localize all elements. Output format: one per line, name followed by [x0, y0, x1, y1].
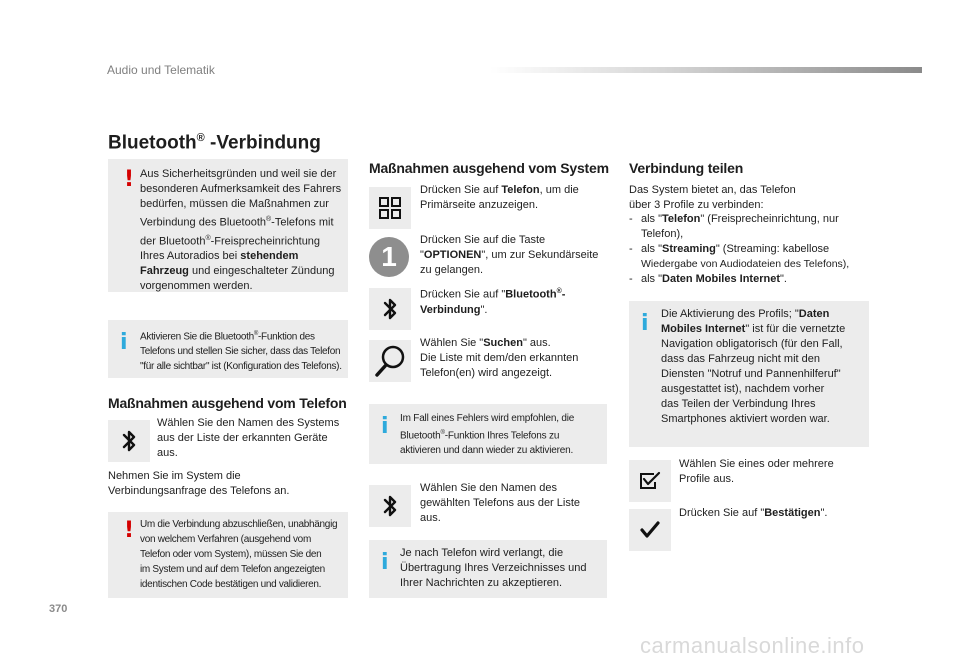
text-line: im System und auf dem Telefon angezeigten — [140, 564, 325, 575]
text-line — [679, 506, 869, 521]
text-bold: Telefon — [501, 184, 540, 196]
text-line: Um die Verbindung abzuschließen, unabhängig — [140, 519, 338, 530]
text-line: Navigation obligatorisch (für den Fall, — [661, 338, 843, 350]
checkmark-icon — [640, 521, 660, 539]
registered-mark: ® — [266, 216, 272, 223]
text-line — [661, 322, 867, 337]
exclamation-icon: ! — [124, 167, 135, 192]
warning-box-code — [108, 512, 348, 598]
text-span: Drücken Sie auf " — [679, 507, 765, 519]
text-line — [140, 327, 346, 344]
text-bold: OPTIONEN — [423, 249, 482, 261]
text-span: Drücken Sie auf " — [420, 288, 506, 301]
bluetooth-icon-box — [108, 420, 150, 462]
list-dash: - — [629, 213, 633, 225]
step-number-badge: 1 — [369, 237, 409, 277]
text-line — [140, 264, 346, 279]
registered-mark: ® — [205, 234, 211, 242]
text-bold: stehendem — [240, 250, 299, 263]
exclamation-icon: ! — [124, 518, 135, 543]
text-line: gewählten Telefons aus der Liste — [420, 497, 581, 509]
text-span: " (Streaming: kabellose — [715, 243, 830, 255]
list-item — [629, 242, 874, 272]
phone-step-accept-request — [108, 469, 348, 499]
text-bold: Mobiles Internet — [661, 323, 746, 335]
text-span: Verbindung des Bluetooth — [140, 216, 266, 229]
text-bold: - — [561, 288, 566, 301]
info-box-error — [369, 404, 607, 464]
text-line: Ihrer Nachrichten zu akzeptieren. — [400, 577, 563, 589]
text-bold: Telefon — [662, 213, 701, 225]
share-step-select-profiles — [679, 457, 869, 487]
text-line: Drücken Sie auf die Taste — [420, 234, 546, 246]
text-span: " (Freisprecheinrichtung, nur — [700, 213, 839, 225]
text-span: ". — [820, 507, 828, 519]
text-line: ausgestattet ist), nachdem vorher — [661, 383, 825, 395]
text-line: Verbindungsanfrage des Telefons an. — [108, 485, 290, 497]
text-line — [420, 336, 610, 351]
text-line: Übertragung Ihres Verzeichnisses und — [400, 562, 587, 574]
title-suffix: -Verbindung — [204, 132, 321, 154]
profile-list — [629, 212, 874, 287]
checkmark-icon-box — [629, 509, 671, 551]
text-line: Telefon oder vom System), müssen Sie den — [140, 549, 322, 560]
text-line: besonderen Aufmerksamkeit des Fahrers — [140, 183, 342, 195]
warning-box-safety-text — [140, 167, 346, 294]
share-step-confirm — [679, 506, 869, 521]
info-box-mobile-internet — [629, 301, 869, 447]
text-line — [140, 249, 346, 264]
text-span: -Funktion Ihres Telefons zu — [444, 430, 560, 442]
text-line: Primärseite anzuzeigen. — [420, 199, 539, 211]
page-number: 370 — [49, 603, 68, 615]
text-span: " ist für die vernetzte — [745, 323, 846, 335]
text-line: dass das Fahrzeug nicht mit den — [661, 353, 820, 365]
header-divider-bar — [490, 67, 922, 73]
text-line: aus. — [157, 447, 178, 459]
text-span: , um die — [539, 184, 579, 196]
text-line: das Teilen der Verbindung Ihres — [661, 398, 816, 410]
grid-icon — [378, 196, 402, 220]
watermark: carmanualsonline.info — [640, 633, 865, 658]
text-line: über 3 Profile zu verbinden: — [629, 199, 764, 211]
text-line: Diensten "Notruf und Pannenhilferuf" — [661, 368, 841, 380]
text-span: Aktivieren Sie die Bluetooth — [140, 331, 254, 343]
text-line: "für alle sichtbar" ist (Konfiguration des Telefons). — [140, 361, 342, 373]
text-line: Telefons und stellen Sie sicher, dass das Telefon — [140, 346, 341, 358]
text-bold: Suchen — [483, 337, 523, 349]
info-icon: i — [120, 330, 128, 355]
phone-step-select-system — [157, 416, 347, 461]
text-line: aktivieren und dann wieder zu aktivieren. — [400, 445, 574, 457]
text-line: Das System bietet an, das Telefon — [629, 184, 796, 196]
info-box-activate-bluetooth — [108, 320, 348, 378]
text-line: Nehmen Sie im System die — [108, 470, 241, 482]
registered-mark: ® — [556, 288, 562, 295]
warning-box-code-text — [140, 517, 346, 592]
text-line — [661, 307, 867, 322]
text-span: Bluetooth — [400, 430, 441, 442]
text-span: " — [420, 249, 424, 261]
header-title: Audio und Telematik — [107, 63, 215, 77]
text-line: Wählen Sie den Namen des Systems — [157, 417, 340, 429]
text-line — [641, 242, 874, 257]
section-title-share: Verbindung teilen — [629, 160, 744, 176]
info-box-mobile-internet-text — [661, 307, 867, 427]
title-registered: ® — [196, 132, 205, 144]
title-text: Bluetooth — [108, 132, 197, 154]
search-icon-box — [369, 340, 411, 382]
text-line — [641, 212, 874, 227]
text-line: Profile aus. — [679, 473, 735, 485]
text-span: Ihres Autoradios bei — [140, 250, 241, 263]
text-line: Telefon), — [641, 228, 684, 240]
text-span: der Bluetooth — [140, 235, 206, 248]
text-line: Telefon(en) wird angezeigt. — [420, 367, 553, 379]
bluetooth-icon-box — [369, 288, 411, 330]
text-line — [641, 272, 874, 287]
text-span: als " — [641, 213, 663, 225]
text-line — [420, 284, 610, 303]
text-span: ". — [480, 303, 488, 316]
checkbox-icon — [639, 471, 661, 491]
text-span: Wählen Sie " — [420, 337, 484, 349]
list-dash: - — [629, 273, 633, 285]
list-dash: - — [629, 243, 633, 255]
system-step-select-phone — [420, 481, 610, 526]
text-line — [420, 303, 610, 318]
text-span: -Funktion des — [258, 331, 315, 343]
search-icon — [373, 344, 407, 378]
text-line: Die Liste mit dem/den erkannten — [420, 352, 579, 364]
text-bold: Bestätigen — [764, 507, 821, 519]
text-line: bedürfen, müssen die Maßnahmen zur — [140, 198, 329, 210]
text-line: identischen Code bestätigen und validieren. — [140, 579, 322, 590]
text-bold: Daten Mobiles Internet — [662, 273, 780, 285]
text-line — [400, 426, 606, 443]
bluetooth-icon — [381, 296, 399, 322]
text-line: Im Fall eines Fehlers wird empfohlen, die — [400, 413, 575, 424]
text-line: aus der Liste der erkannten Geräte — [157, 432, 328, 444]
text-line: vorgenommen werden. — [140, 280, 253, 293]
text-bold: Verbindung — [420, 303, 481, 316]
text-line — [140, 212, 346, 231]
list-item — [629, 212, 874, 242]
text-line — [420, 183, 610, 198]
text-span: Drücken Sie auf — [420, 184, 502, 196]
info-icon: i — [381, 414, 389, 439]
page-title — [108, 132, 321, 154]
text-bold: Streaming — [662, 243, 716, 255]
text-line: von welchem Verfahren (ausgehend vom — [140, 534, 311, 545]
system-step-options — [420, 233, 610, 278]
section-title-system: Maßnahmen ausgehend vom System — [369, 160, 609, 176]
info-box-activate-text — [140, 327, 346, 374]
warning-box-safety — [108, 159, 348, 292]
text-line: Aus Sicherheitsgründen und weil sie der — [140, 168, 337, 180]
text-span: als " — [641, 273, 663, 285]
text-line: Je nach Telefon wird verlangt, die — [400, 547, 564, 559]
text-line: Wählen Sie den Namen des — [420, 482, 557, 494]
text-span: und eingeschalteter Zündung — [188, 265, 335, 278]
section-title-phone: Maßnahmen ausgehend vom Telefon — [108, 395, 347, 411]
text-span: als " — [641, 243, 663, 255]
text-span: Die Aktivierung des Profils; " — [661, 308, 799, 320]
bluetooth-icon — [120, 428, 138, 454]
list-item — [629, 272, 874, 287]
text-span: ". — [780, 273, 787, 285]
registered-mark: ® — [440, 430, 445, 436]
checkbox-icon-box — [629, 460, 671, 502]
registered-mark: ® — [253, 331, 259, 337]
text-span: -Telefons mit — [271, 216, 334, 229]
bluetooth-icon-box — [369, 485, 411, 527]
info-icon: i — [381, 550, 389, 575]
text-line: Smartphones aktiviert worden war. — [661, 413, 830, 425]
text-bold: Fahrzeug — [140, 265, 189, 278]
text-line: Wählen Sie eines oder mehrere — [679, 458, 834, 470]
grid-icon-box — [369, 187, 411, 229]
text-line: zu gelangen. — [420, 264, 483, 276]
text-span: " aus. — [522, 337, 551, 349]
text-span: ", um zur Sekundärseite — [481, 249, 599, 261]
info-box-error-text — [400, 411, 606, 458]
system-step-press-phone — [420, 183, 610, 213]
text-bold: Daten — [798, 308, 830, 320]
info-icon: i — [641, 311, 649, 336]
text-line — [420, 248, 610, 263]
system-step-bluetooth-connection — [420, 284, 610, 318]
share-intro — [629, 183, 869, 213]
text-line: aus. — [420, 512, 441, 524]
info-box-transfer — [369, 540, 607, 598]
text-bold: Bluetooth — [505, 288, 557, 301]
text-span: -Freisprecheinrichtung — [210, 235, 321, 248]
system-step-search — [420, 336, 610, 381]
bluetooth-icon — [381, 493, 399, 519]
info-box-transfer-text — [400, 546, 606, 591]
text-line: Wiedergabe von Audiodateien des Telefons), — [641, 258, 850, 270]
text-line — [140, 231, 346, 250]
